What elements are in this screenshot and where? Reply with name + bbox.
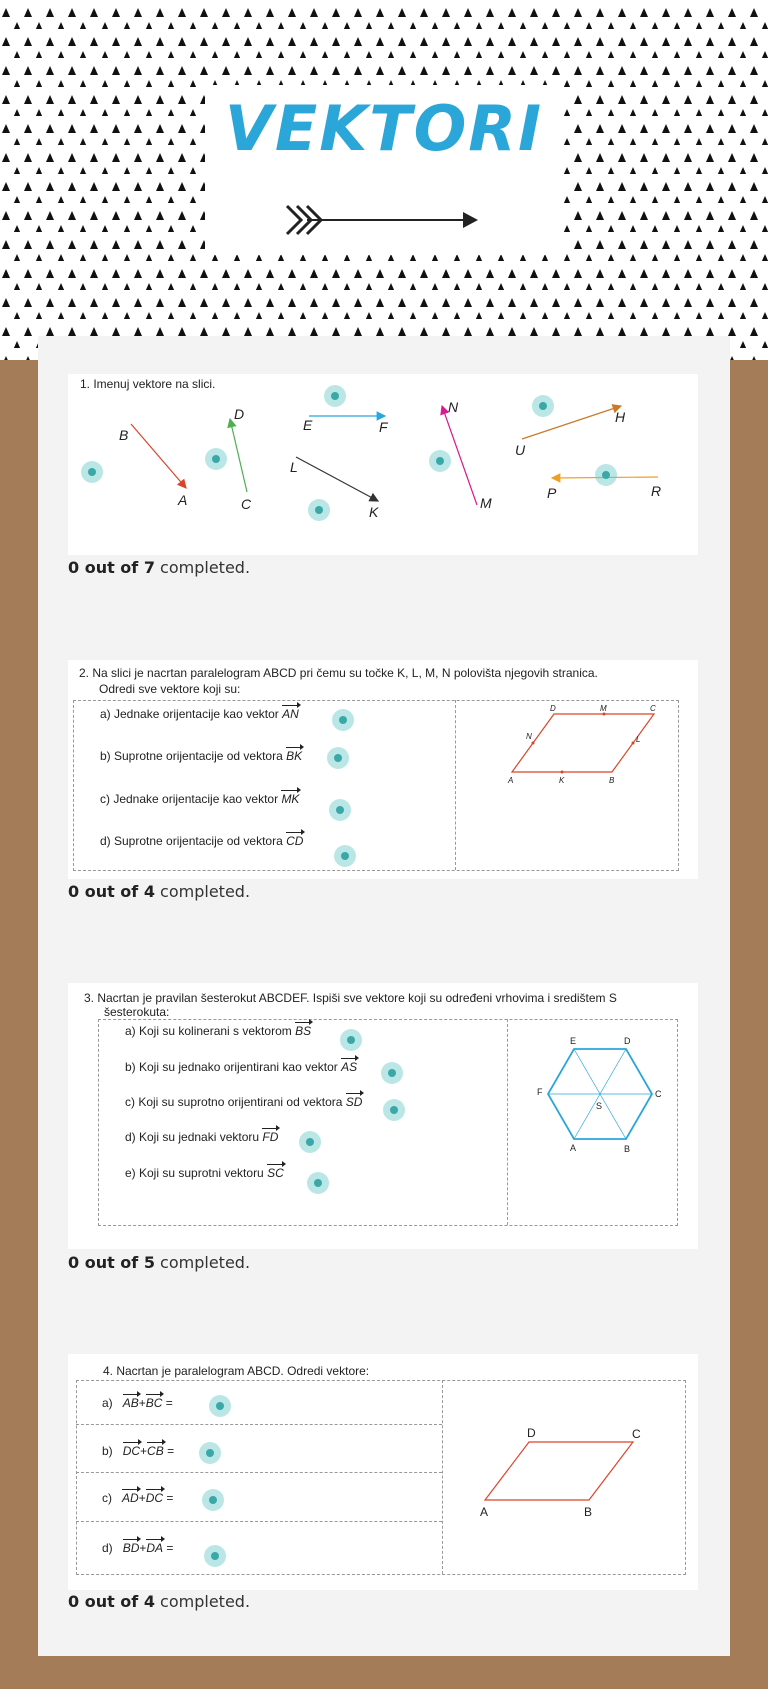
q3-completion-status: 0 out of 5 completed. [68,1253,251,1272]
hotspot-q1-5[interactable] [429,450,451,472]
q4-item-a: a) AB+BC = [102,1396,173,1410]
q3-point-b: B [624,1144,631,1154]
hotspot-q1-4[interactable] [308,499,330,521]
q3-point-s: S [596,1101,603,1111]
q3-point-e: E [570,1036,577,1046]
question-3-text-line2: šesterokuta: [104,1005,170,1019]
q2-point-c: C [650,704,656,713]
question-4-card [68,1354,698,1590]
hotspot-q4-c[interactable] [202,1489,224,1511]
q2-item-d: d) Suprotne orijentacije od vektora CD [100,834,304,848]
hotspot-q2-d[interactable] [334,845,356,867]
question-4-parallelogram [453,1424,683,1534]
hotspot-q3-d[interactable] [299,1131,321,1153]
question-2-text: 2. Na slici je nacrtan paralelogram ABCD pri čemu su točke K, L, M, N polovišta njegovih stranica. [79,666,598,680]
hotspot-q2-c[interactable] [329,799,351,821]
question-4-divider [442,1380,443,1574]
question-2-card [68,660,698,879]
hotspot-q1-3[interactable] [324,385,346,407]
hotspot-q1-1[interactable] [81,461,103,483]
hotspot-q2-a[interactable] [332,709,354,731]
q3-point-a: A [570,1143,577,1153]
question-4-row-sep-3 [76,1521,442,1522]
header-banner [0,0,768,360]
q2-point-a: A [508,776,514,785]
vector-lk [296,457,378,501]
hotspot-q3-c[interactable] [383,1099,405,1121]
q2-point-n: N [526,732,532,741]
q3-point-c: C [655,1089,662,1099]
q3-item-e: e) Koji su suprotni vektoru SC [125,1166,284,1180]
triangle-pattern [0,0,768,360]
hotspot-q1-7[interactable] [595,464,617,486]
point-b-label: B [119,427,129,443]
question-3-hexagon [520,1023,680,1163]
point-p-label: P [547,485,557,501]
hotspot-q1-6[interactable] [532,395,554,417]
q4-item-c: c) AD+DC = [102,1491,174,1505]
point-l-label: L [290,459,298,475]
hotspot-q3-b[interactable] [381,1062,403,1084]
hotspot-q4-a[interactable] [209,1395,231,1417]
point-a-label: A [178,492,188,508]
point-e-label: E [303,417,313,433]
point-m-label: M [480,495,492,511]
q4-item-b: b) DC+CB = [102,1444,175,1458]
q2-point-k: K [559,776,565,785]
question-3-text: 3. Nacrtan je pravilan šesterokut ABCDEF. Ispiši sve vektore koji su određeni vrhovima i središtem S [84,991,617,1005]
question-1-text: 1. Imenuj vektore na slici. [80,377,216,391]
q2-point-l: L [636,735,641,744]
q2-point-b: B [609,776,615,785]
q4-item-d: d) BD+DA = [102,1541,174,1555]
q3-item-b: b) Koji su jednako orijentirani kao vektor AS [125,1060,358,1074]
hotspot-q4-b[interactable] [199,1442,221,1464]
q3-item-a: a) Koji su kolinerani s vektorom BS [125,1024,312,1038]
question-4-text: 4. Nacrtan je paralelogram ABCD. Odredi vektore: [103,1364,370,1378]
question-2-divider [455,700,456,870]
q2-item-a: a) Jednake orijentacije kao vektor AN [100,707,299,721]
q3-item-c: c) Koji su suprotno orijentirani od vektora SD [125,1095,363,1109]
point-u-label: U [515,442,526,458]
q3-point-d: D [624,1036,631,1046]
q2-point-m: M [600,704,607,713]
hotspot-q3-e[interactable] [307,1172,329,1194]
question-2-parallelogram [468,702,678,802]
q2-point-d: D [550,704,556,713]
arrow-decoration [285,200,485,240]
question-2-text-line2: Odredi sve vektore koji su: [99,682,241,696]
vector-ba [131,424,186,488]
q2-item-c: c) Jednake orijentacije kao vektor MK [100,792,300,806]
point-r-label: R [651,483,662,499]
question-4-row-sep-1 [76,1424,442,1425]
hotspot-q3-a[interactable] [340,1029,362,1051]
q4-point-c: C [632,1427,641,1441]
q2-item-b: b) Suprotne orijentacije od vektora BK [100,749,303,763]
question-4-row-sep-2 [76,1472,442,1473]
vector-cd [230,419,247,492]
point-f-label: F [379,419,388,435]
q4-completion-status: 0 out of 4 completed. [68,1592,251,1611]
point-k-label: K [369,504,379,520]
q4-point-b: B [584,1505,593,1519]
point-h-label: H [615,409,626,425]
q3-item-d: d) Koji su jednaki vektoru FD [125,1130,279,1144]
q3-point-f: F [537,1087,543,1097]
question-3-card [68,983,698,1249]
point-d-label: D [234,406,245,422]
q1-completion-status: 0 out of 7 completed. [68,558,251,577]
q4-point-d: D [527,1426,536,1440]
point-n-label: N [448,399,459,415]
hotspot-q1-2[interactable] [205,448,227,470]
hotspot-q2-b[interactable] [327,747,349,769]
question-3-divider [507,1019,508,1225]
q4-point-a: A [480,1505,489,1519]
point-c-label: C [241,496,252,512]
q2-completion-status: 0 out of 4 completed. [68,882,251,901]
hotspot-q4-d[interactable] [204,1545,226,1567]
page-title: VEKTORI [224,92,544,165]
